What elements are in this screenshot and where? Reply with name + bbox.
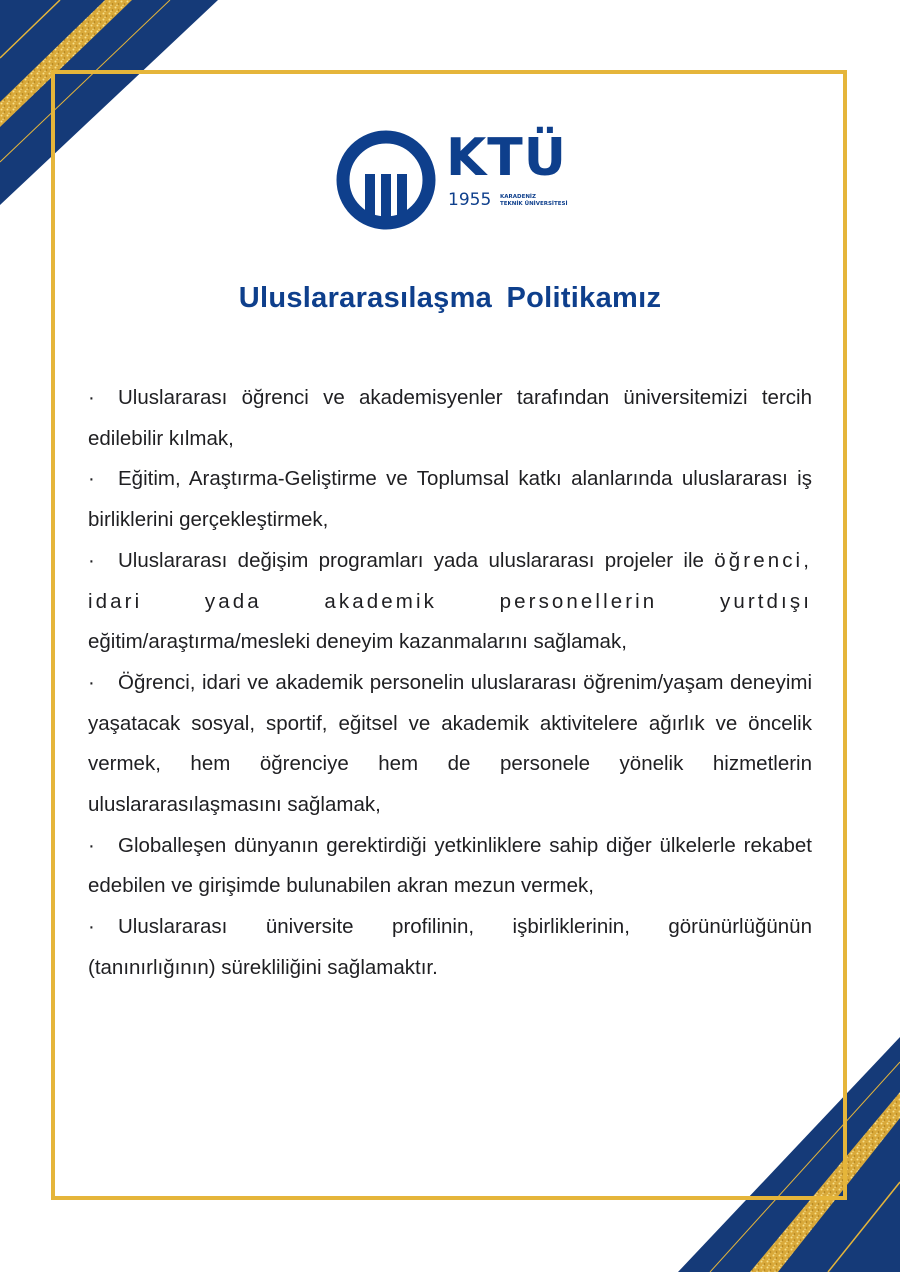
bullet: · — [88, 670, 95, 694]
policy-item — [88, 826, 812, 907]
logo-subtitle — [500, 194, 568, 208]
bullet: · — [88, 833, 95, 857]
ktu-emblem-icon — [336, 130, 440, 230]
policy-list — [88, 378, 812, 989]
logo-subtitle-line2: TEKNİK ÜNİVERSİTESİ — [500, 201, 568, 207]
page-title: Uluslararasılaşma Politikamız — [238, 282, 662, 314]
ktu-logo — [336, 130, 576, 230]
policy-item-text: öğrenci, idari yada akademik personellerin yurtdışı — [88, 548, 812, 613]
policy-item-text: Globalleşen dünyanın gerektirdiği yetkinliklere sahip diğer ülkelerle rekabet edebilen ve girişimde bulunabilen akran mezun vermek, — [88, 833, 812, 898]
bullet: · — [88, 467, 95, 491]
policy-item-text: eğitim/araştırma/mesleki deneyim kazanmalarını sağlamak, — [88, 630, 627, 654]
policy-item-text: Eğitim, Araştırma-Geliştirme ve Toplumsal katkı alanlarında uluslararası iş birliklerini gerçekleştirmek, — [88, 467, 812, 532]
bullet: · — [88, 548, 95, 572]
logo-year: 1955 — [448, 190, 492, 210]
policy-item-text: Uluslararası öğrenci ve akademisyenler tarafından üniversitemizi tercih edilebilir kılmak, — [88, 386, 812, 450]
policy-item — [88, 907, 812, 988]
logo-wordmark: KTÜ — [446, 128, 567, 188]
policy-item-text: Öğrenci, idari ve akademik personelin uluslararası öğrenim/yaşam deneyimi yaşatacak sosyal, sportif, eğitsel ve akademik aktivitelere ağırlık ve öncelik vermek, hem öğrenciye hem de personele yönelik hizmetlerin uluslararasılaşmasını sağlamak, — [88, 670, 812, 817]
policy-item — [88, 663, 812, 826]
policy-item-text: Uluslararası değişim programları yada uluslararası projeler ile — [118, 548, 704, 572]
bullet: · — [88, 915, 95, 939]
policy-item — [88, 378, 812, 459]
bullet: · — [88, 386, 95, 409]
policy-item-text: Uluslararası üniversite profilinin, işbirliklerinin, görünürlüğünün (tanınırlığının) sürekliliğini sağlamaktır. — [88, 915, 812, 979]
logo-subtitle-line1: KARADENİZ — [500, 194, 536, 200]
policy-item — [88, 541, 812, 663]
policy-item — [88, 459, 812, 540]
